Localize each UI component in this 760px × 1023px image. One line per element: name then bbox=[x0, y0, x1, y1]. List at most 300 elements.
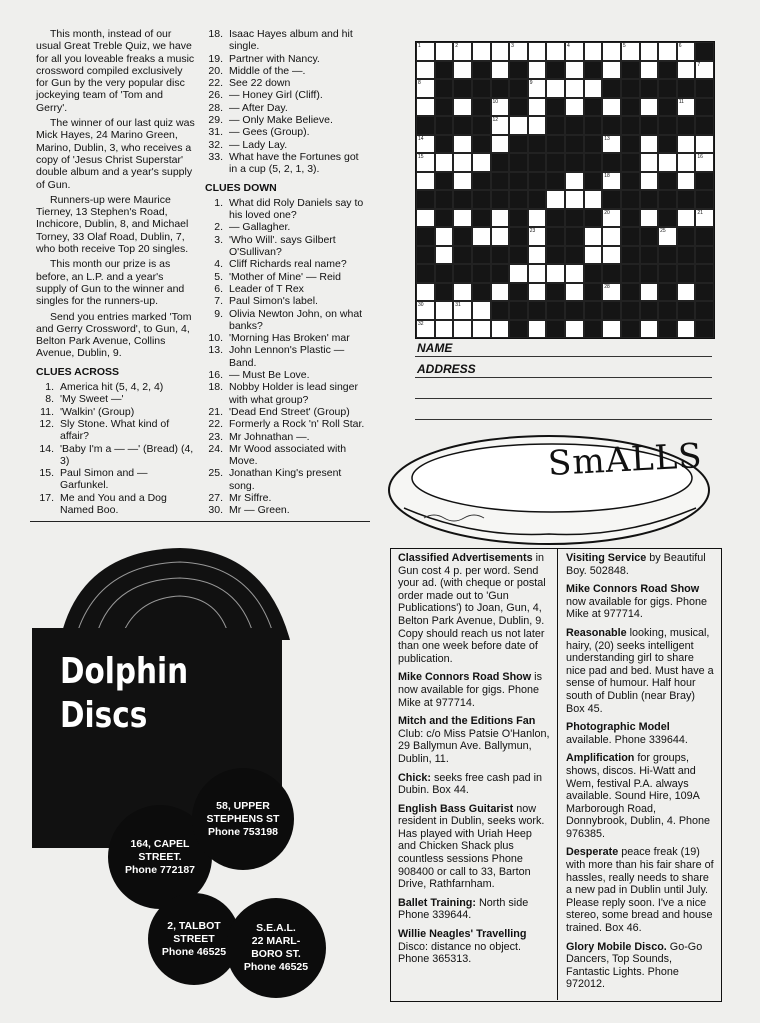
grid-square[interactable] bbox=[416, 98, 435, 117]
clue-text: Mr Siffre. bbox=[229, 491, 272, 504]
grid-square[interactable] bbox=[677, 172, 696, 191]
clue-text: — Gees (Group). bbox=[229, 126, 310, 139]
address-line-2[interactable] bbox=[415, 398, 712, 399]
classified-ad-heading: Desperate bbox=[566, 846, 619, 859]
grid-block bbox=[584, 264, 603, 283]
classified-ad-text: by Beautiful Boy. 502848. bbox=[566, 552, 706, 577]
grid-square[interactable] bbox=[528, 283, 547, 302]
clue-item bbox=[205, 431, 365, 443]
classified-ad bbox=[398, 671, 550, 709]
grid-square[interactable] bbox=[546, 42, 565, 61]
clue-text: Partner with Nancy. bbox=[229, 52, 320, 65]
grid-number: 14 bbox=[418, 135, 424, 142]
grid-square[interactable] bbox=[509, 116, 528, 135]
grid-square[interactable] bbox=[453, 98, 472, 117]
clues-down-list bbox=[205, 197, 365, 517]
grid-block bbox=[602, 153, 621, 172]
grid-block bbox=[546, 320, 565, 339]
clue-number: 17. bbox=[39, 491, 54, 504]
grid-block bbox=[509, 79, 528, 98]
grid-square[interactable] bbox=[416, 61, 435, 80]
grid-square[interactable] bbox=[621, 42, 640, 61]
shop-talbot-line-1: 2, TALBOT bbox=[167, 919, 221, 932]
grid-square[interactable] bbox=[602, 209, 621, 228]
grid-block bbox=[435, 79, 454, 98]
classified-ad bbox=[398, 552, 550, 665]
grid-square[interactable] bbox=[695, 153, 714, 172]
grid-square[interactable] bbox=[584, 246, 603, 265]
grid-square[interactable] bbox=[640, 61, 659, 80]
grid-square[interactable] bbox=[491, 209, 510, 228]
grid-number: 20 bbox=[604, 209, 610, 216]
grid-square[interactable] bbox=[677, 209, 696, 228]
grid-block bbox=[584, 98, 603, 117]
clue-item bbox=[205, 492, 365, 504]
grid-square[interactable] bbox=[435, 42, 454, 61]
clue-text: Mr — Green. bbox=[229, 504, 290, 517]
grid-block bbox=[435, 172, 454, 191]
grid-block bbox=[472, 264, 491, 283]
grid-square[interactable] bbox=[602, 61, 621, 80]
grid-square[interactable] bbox=[453, 153, 472, 172]
grid-block bbox=[584, 116, 603, 135]
grid-block bbox=[509, 283, 528, 302]
grid-square[interactable] bbox=[528, 264, 547, 283]
grid-block bbox=[621, 116, 640, 135]
clue-number: 26. bbox=[208, 89, 223, 102]
grid-block bbox=[677, 79, 696, 98]
grid-square[interactable] bbox=[695, 135, 714, 154]
grid-block bbox=[509, 246, 528, 265]
grid-square[interactable] bbox=[640, 98, 659, 117]
clue-text: John Lennon's Plastic — Band. bbox=[229, 344, 345, 369]
clue-item bbox=[205, 332, 365, 344]
grid-square[interactable] bbox=[453, 301, 472, 320]
grid-square[interactable] bbox=[528, 61, 547, 80]
grid-square[interactable] bbox=[472, 227, 491, 246]
grid-square[interactable] bbox=[546, 190, 565, 209]
grid-block bbox=[491, 153, 510, 172]
clue-item bbox=[205, 295, 365, 307]
grid-square[interactable] bbox=[677, 153, 696, 172]
clue-number: 7. bbox=[214, 295, 223, 308]
smalls-right-column bbox=[566, 552, 716, 997]
grid-block bbox=[584, 301, 603, 320]
clue-text: Paul Simon's label. bbox=[229, 295, 318, 308]
grid-square[interactable] bbox=[472, 153, 491, 172]
intro-paragraph-5: Send you entries marked 'Tom and Gerry Crossword', to Gun, 4, Belton Park Avenue, Collins Avenue, Dublin, 9. bbox=[36, 310, 192, 360]
grid-block bbox=[658, 246, 677, 265]
grid-block bbox=[546, 227, 565, 246]
grid-square[interactable] bbox=[565, 320, 584, 339]
grid-square[interactable] bbox=[565, 172, 584, 191]
grid-number: 30 bbox=[418, 302, 424, 308]
grid-square[interactable] bbox=[565, 79, 584, 98]
grid-square[interactable] bbox=[509, 42, 528, 61]
grid-number: 18 bbox=[604, 172, 610, 179]
clue-number: 20. bbox=[208, 64, 223, 77]
grid-block bbox=[602, 264, 621, 283]
grid-square[interactable] bbox=[472, 42, 491, 61]
grid-block bbox=[584, 61, 603, 80]
classified-ad-text: in Gun cost 4 p. per word. Send your ad. (with cheque or postal order made out to 'Gun Publications') to Joan, Gun, 4, Belton Park Avenue, Dublin, 9. Copy should reach us not later than one week before date of publication. bbox=[398, 552, 546, 665]
grid-square[interactable] bbox=[453, 209, 472, 228]
grid-block bbox=[435, 190, 454, 209]
grid-square[interactable] bbox=[658, 153, 677, 172]
clue-item bbox=[205, 258, 365, 270]
classified-ad bbox=[398, 772, 550, 797]
grid-square[interactable] bbox=[528, 246, 547, 265]
grid-block bbox=[509, 320, 528, 339]
grid-square[interactable] bbox=[640, 42, 659, 61]
grid-square[interactable] bbox=[416, 283, 435, 302]
clue-text: 'Mother of Mine' — Reid bbox=[229, 270, 341, 283]
clue-text: Formerly a Rock 'n' Roll Star. bbox=[229, 418, 365, 431]
grid-square[interactable] bbox=[602, 227, 621, 246]
grid-square[interactable] bbox=[416, 79, 435, 98]
clue-text: Sly Stone. What kind of affair? bbox=[60, 417, 170, 443]
clue-text: Nobby Holder is lead singer with what group? bbox=[229, 381, 358, 406]
clue-number: 30. bbox=[208, 504, 223, 517]
grid-block bbox=[584, 320, 603, 339]
grid-block bbox=[491, 79, 510, 98]
shop-seal-line-1: S.E.A.L. bbox=[256, 922, 296, 934]
grid-square[interactable] bbox=[435, 227, 454, 246]
grid-square[interactable] bbox=[528, 79, 547, 98]
grid-square[interactable] bbox=[602, 172, 621, 191]
grid-square[interactable] bbox=[416, 172, 435, 191]
grid-square[interactable] bbox=[695, 61, 714, 80]
shop-stephens-phone: Phone 753198 bbox=[207, 825, 279, 838]
grid-number: 1 bbox=[418, 43, 421, 49]
grid-block bbox=[546, 116, 565, 135]
grid-block bbox=[453, 227, 472, 246]
clue-number: 10. bbox=[208, 332, 223, 345]
grid-square[interactable] bbox=[472, 320, 491, 339]
clue-text: America hit (5, 4, 2, 4) bbox=[60, 381, 164, 394]
clue-number: 2. bbox=[214, 221, 223, 234]
grid-block bbox=[546, 61, 565, 80]
grid-number: 16 bbox=[697, 154, 703, 160]
grid-square[interactable] bbox=[565, 61, 584, 80]
grid-square[interactable] bbox=[528, 98, 547, 117]
grid-square[interactable] bbox=[640, 135, 659, 154]
grid-block bbox=[621, 320, 640, 339]
crossword-grid[interactable] bbox=[415, 41, 715, 339]
classified-ad-text: North side Phone 339644. bbox=[398, 896, 529, 922]
grid-block bbox=[546, 283, 565, 302]
smalls-left-column bbox=[398, 552, 550, 972]
classified-ad-heading: Classified Advertisements bbox=[398, 552, 533, 564]
grid-square[interactable] bbox=[546, 79, 565, 98]
clue-item bbox=[205, 406, 365, 418]
grid-block bbox=[491, 301, 510, 320]
grid-square[interactable] bbox=[528, 227, 547, 246]
grid-square[interactable] bbox=[677, 320, 696, 339]
grid-square[interactable] bbox=[602, 42, 621, 61]
grid-square[interactable] bbox=[416, 320, 435, 339]
grid-square[interactable] bbox=[491, 61, 510, 80]
grid-square[interactable] bbox=[565, 283, 584, 302]
clue-number: 23. bbox=[208, 430, 223, 443]
grid-square[interactable] bbox=[491, 227, 510, 246]
grid-square[interactable] bbox=[453, 320, 472, 339]
classified-ad-text: Go-Go Dancers, Top Sounds, Fantastic Lights. Phone 972012. bbox=[566, 940, 703, 991]
grid-square[interactable] bbox=[416, 135, 435, 154]
grid-block bbox=[435, 98, 454, 117]
grid-block bbox=[677, 264, 696, 283]
grid-square[interactable] bbox=[640, 172, 659, 191]
grid-block bbox=[621, 227, 640, 246]
clue-item bbox=[205, 418, 365, 430]
classified-ad bbox=[566, 627, 716, 715]
grid-block bbox=[640, 116, 659, 135]
grid-block bbox=[695, 320, 714, 339]
classified-ad-heading: Photographic Model bbox=[566, 721, 670, 734]
classified-ad-heading: English Bass Guitarist bbox=[398, 802, 514, 815]
clue-number: 8. bbox=[45, 393, 54, 406]
grid-block bbox=[435, 264, 454, 283]
classified-ad bbox=[398, 803, 550, 891]
grid-block bbox=[584, 153, 603, 172]
clue-number: 33. bbox=[208, 150, 223, 163]
clue-text: Mr Wood associated with Move. bbox=[229, 442, 347, 468]
grid-square[interactable] bbox=[677, 42, 696, 61]
grid-square[interactable] bbox=[453, 172, 472, 191]
grid-square[interactable] bbox=[677, 61, 696, 80]
classified-ad-text: now resident in Dublin, seeks work. Has played with Uriah Heep and Chicken Shack plus countless sessions Phone 908400 or call to 33, Barton Drive, Rathfarnham. bbox=[398, 802, 545, 891]
address-line-1[interactable] bbox=[415, 377, 712, 378]
shop-seal-phone: Phone 46525 bbox=[243, 961, 309, 973]
grid-block bbox=[621, 283, 640, 302]
grid-square[interactable] bbox=[491, 320, 510, 339]
clue-text: 'Who Will'. says Gilbert O'Sullivan? bbox=[229, 233, 336, 259]
grid-square[interactable] bbox=[435, 320, 454, 339]
clue-text: — Honey Girl (Cliff). bbox=[229, 89, 323, 102]
grid-block bbox=[602, 190, 621, 209]
grid-square[interactable] bbox=[546, 264, 565, 283]
grid-block bbox=[491, 246, 510, 265]
grid-square[interactable] bbox=[602, 283, 621, 302]
grid-square[interactable] bbox=[640, 209, 659, 228]
clue-item bbox=[36, 443, 196, 468]
grid-number: 25 bbox=[660, 228, 666, 234]
clue-text: — Only Make Believe. bbox=[229, 114, 333, 127]
name-line[interactable] bbox=[415, 356, 712, 357]
clue-number: 27. bbox=[208, 491, 223, 504]
grid-square[interactable] bbox=[565, 190, 584, 209]
grid-block bbox=[528, 153, 547, 172]
grid-square[interactable] bbox=[453, 42, 472, 61]
classified-ad-text: is now available for gigs. Phone Mike at 977714. bbox=[398, 671, 542, 709]
grid-square[interactable] bbox=[416, 209, 435, 228]
grid-block bbox=[621, 209, 640, 228]
grid-square[interactable] bbox=[509, 264, 528, 283]
grid-square[interactable] bbox=[491, 116, 510, 135]
grid-square[interactable] bbox=[491, 98, 510, 117]
grid-block bbox=[472, 135, 491, 154]
grid-square[interactable] bbox=[491, 283, 510, 302]
grid-block bbox=[416, 190, 435, 209]
grid-square[interactable] bbox=[695, 209, 714, 228]
grid-block bbox=[584, 283, 603, 302]
grid-square[interactable] bbox=[584, 190, 603, 209]
clue-number: 19. bbox=[208, 52, 223, 65]
clue-number: 14. bbox=[39, 442, 54, 455]
grid-square[interactable] bbox=[584, 227, 603, 246]
classified-ad bbox=[398, 715, 550, 765]
grid-square[interactable] bbox=[416, 301, 435, 320]
classified-ad-heading: Ballet Training: bbox=[398, 896, 476, 909]
grid-square[interactable] bbox=[472, 301, 491, 320]
grid-square[interactable] bbox=[435, 246, 454, 265]
grid-block bbox=[621, 98, 640, 117]
grid-number: 4 bbox=[567, 43, 570, 49]
clue-text: Isaac Hayes album and hit single. bbox=[229, 28, 353, 53]
grid-block bbox=[695, 301, 714, 320]
grid-square[interactable] bbox=[584, 79, 603, 98]
grid-square[interactable] bbox=[416, 42, 435, 61]
grid-block bbox=[695, 190, 714, 209]
grid-square[interactable] bbox=[528, 320, 547, 339]
clue-number: 3. bbox=[214, 233, 223, 246]
shop-talbot-line-2: STREET bbox=[173, 932, 215, 945]
grid-square[interactable] bbox=[528, 116, 547, 135]
clue-number: 28. bbox=[208, 101, 223, 114]
grid-block bbox=[491, 190, 510, 209]
grid-square[interactable] bbox=[565, 42, 584, 61]
grid-block bbox=[658, 264, 677, 283]
grid-block bbox=[453, 246, 472, 265]
grid-block bbox=[528, 172, 547, 191]
clue-item bbox=[36, 393, 196, 405]
intro-paragraph-4: This month our prize is as before, an L.P. and a year's supply of Gun to the winner and singles for the runners-up. bbox=[36, 258, 185, 308]
grid-block bbox=[658, 135, 677, 154]
grid-square[interactable] bbox=[640, 320, 659, 339]
clue-number: 15. bbox=[39, 467, 54, 480]
shop-seal-line-2: 22 MARL-BORO ST. bbox=[251, 935, 301, 960]
intro-paragraph-3: Runners-up were Maurice Tierney, 13 Stephen's Road, Inchicore, Dublin, 8, and Michael Torney, 33 Olaf Road, Dublin, 7, who both receive Top 20 singles. bbox=[36, 193, 189, 256]
grid-block bbox=[528, 190, 547, 209]
clue-number: 21. bbox=[208, 405, 223, 418]
grid-block bbox=[565, 227, 584, 246]
grid-square[interactable] bbox=[565, 264, 584, 283]
grid-number: 6 bbox=[678, 43, 682, 49]
grid-block bbox=[509, 172, 528, 191]
shop-seal-circle bbox=[226, 898, 326, 998]
grid-square[interactable] bbox=[677, 98, 696, 117]
clue-text: 'Morning Has Broken' mar bbox=[229, 332, 350, 345]
clue-number: 9. bbox=[214, 307, 223, 320]
grid-block bbox=[472, 61, 491, 80]
grid-square[interactable] bbox=[435, 301, 454, 320]
grid-square[interactable] bbox=[453, 283, 472, 302]
grid-square[interactable] bbox=[453, 61, 472, 80]
grid-block bbox=[509, 135, 528, 154]
grid-block bbox=[546, 209, 565, 228]
grid-square[interactable] bbox=[602, 320, 621, 339]
grid-block bbox=[602, 116, 621, 135]
grid-square[interactable] bbox=[528, 42, 547, 61]
grid-square[interactable] bbox=[677, 135, 696, 154]
address-line-3[interactable] bbox=[415, 419, 712, 420]
grid-block bbox=[621, 246, 640, 265]
grid-square[interactable] bbox=[584, 42, 603, 61]
grid-square[interactable] bbox=[640, 153, 659, 172]
grid-square[interactable] bbox=[416, 153, 435, 172]
clue-item bbox=[205, 126, 365, 138]
classified-ad bbox=[398, 928, 550, 966]
clue-number: 12. bbox=[39, 417, 54, 430]
intro-column bbox=[36, 28, 196, 516]
grid-square[interactable] bbox=[491, 135, 510, 154]
grid-block bbox=[621, 153, 640, 172]
grid-block bbox=[658, 98, 677, 117]
grid-square[interactable] bbox=[602, 246, 621, 265]
clues-right-column bbox=[205, 28, 365, 517]
grid-block bbox=[472, 246, 491, 265]
grid-block bbox=[695, 227, 714, 246]
clue-number: 11. bbox=[40, 405, 54, 418]
grid-square[interactable] bbox=[528, 209, 547, 228]
grid-block bbox=[695, 172, 714, 191]
grid-block bbox=[695, 116, 714, 135]
clue-text: Middle of the —. bbox=[229, 64, 306, 77]
classified-ad-text: now available for gigs. Phone Mike at 977714. bbox=[566, 595, 708, 621]
clue-item bbox=[205, 344, 365, 369]
clue-item bbox=[205, 53, 365, 65]
grid-block bbox=[509, 209, 528, 228]
grid-square[interactable] bbox=[658, 227, 677, 246]
grid-block bbox=[677, 227, 696, 246]
grid-square[interactable] bbox=[453, 135, 472, 154]
clue-item bbox=[36, 467, 196, 492]
grid-block bbox=[695, 79, 714, 98]
grid-square[interactable] bbox=[602, 135, 621, 154]
grid-square[interactable] bbox=[435, 153, 454, 172]
grid-square[interactable] bbox=[602, 98, 621, 117]
grid-block bbox=[435, 135, 454, 154]
grid-square[interactable] bbox=[491, 42, 510, 61]
classified-ad bbox=[566, 752, 716, 840]
classified-ad bbox=[398, 897, 550, 922]
classified-ad-text: for groups, shows, discos. Hi-Watt and Wem, festival P.A. always available. Sound Hire, 109A Marborough Road, Donnybrook, Dublin, 4. Phone 976385. bbox=[566, 752, 711, 840]
clue-number: 25. bbox=[208, 467, 223, 480]
grid-number: 15 bbox=[418, 154, 424, 160]
grid-square[interactable] bbox=[565, 98, 584, 117]
grid-block bbox=[509, 227, 528, 246]
clue-item bbox=[36, 492, 196, 517]
grid-block bbox=[565, 209, 584, 228]
grid-number: 7 bbox=[697, 61, 701, 68]
grid-square[interactable] bbox=[677, 283, 696, 302]
clue-item bbox=[205, 139, 365, 151]
grid-block bbox=[584, 172, 603, 191]
grid-block bbox=[621, 79, 640, 98]
grid-block bbox=[416, 246, 435, 265]
clue-item bbox=[205, 308, 365, 333]
classified-ad-heading: Mike Connors Road Show bbox=[566, 583, 700, 596]
clue-text: Paul Simon and — Garfunkel. bbox=[60, 467, 148, 492]
grid-square[interactable] bbox=[640, 283, 659, 302]
grid-number: 8 bbox=[418, 80, 421, 86]
grid-number: 21 bbox=[697, 209, 703, 216]
clue-item bbox=[36, 406, 196, 418]
grid-block bbox=[602, 301, 621, 320]
grid-square[interactable] bbox=[658, 42, 677, 61]
grid-block bbox=[472, 79, 491, 98]
grid-block bbox=[491, 264, 510, 283]
